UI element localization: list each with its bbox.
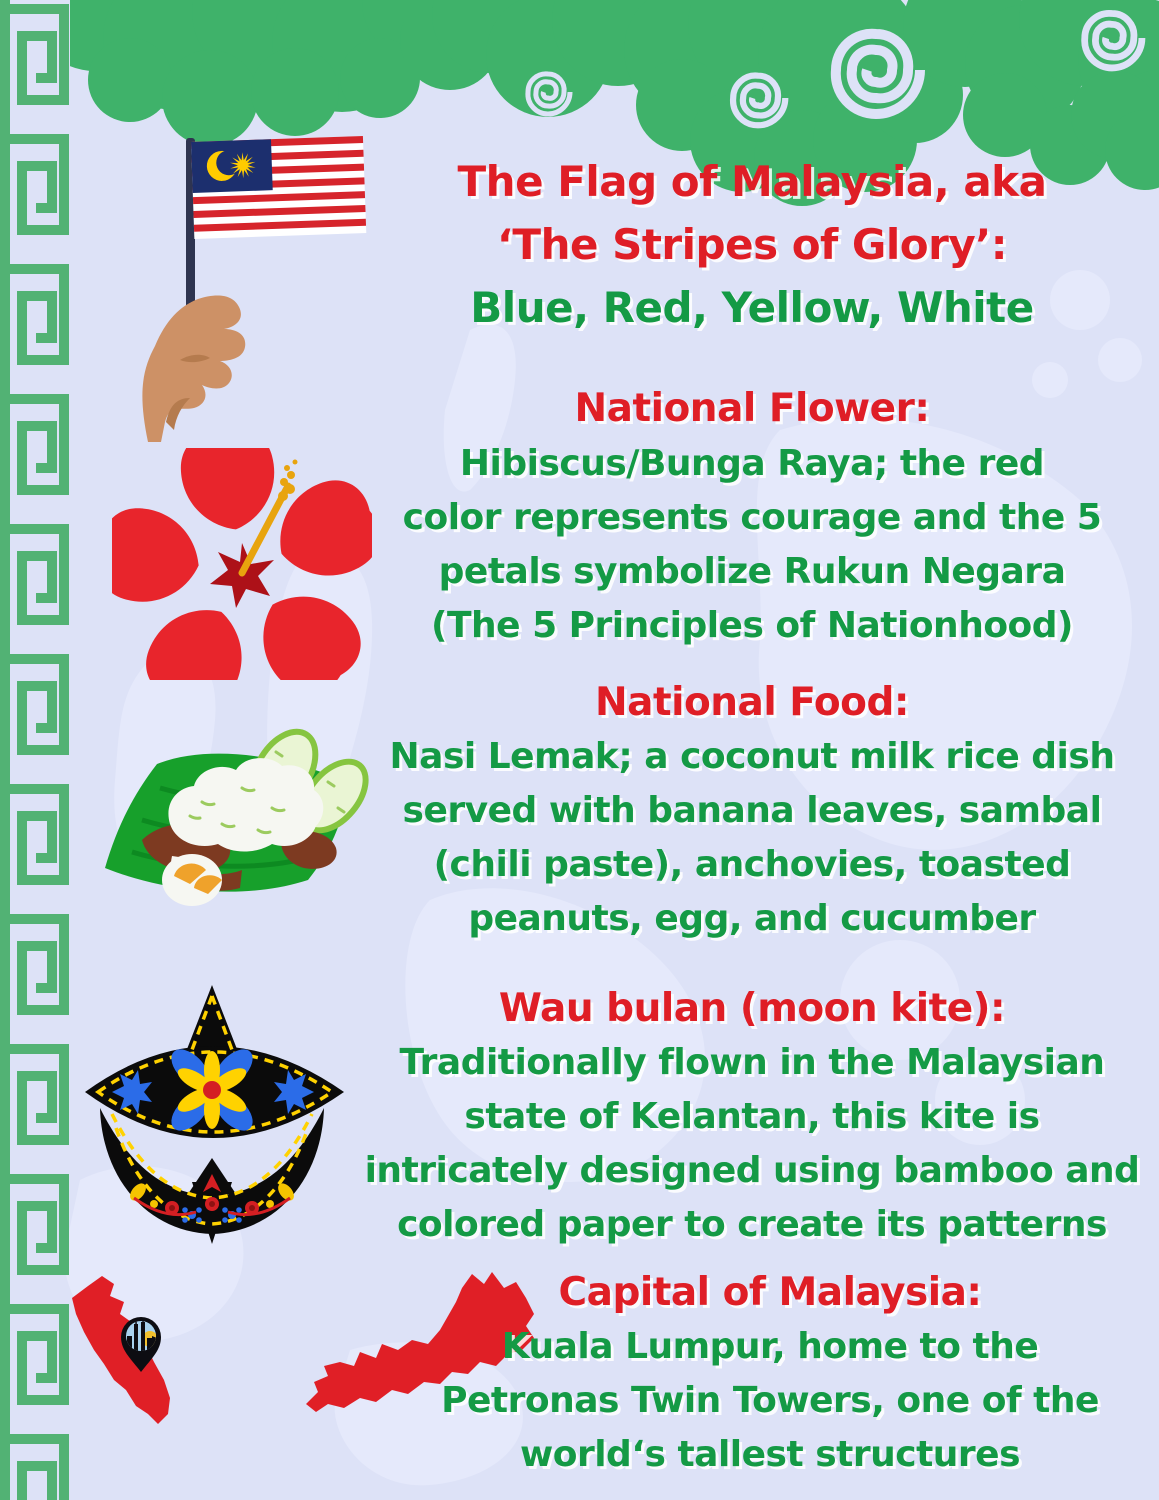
wau-bulan-kite-icon (72, 982, 364, 1250)
flower-line3: petals symbolize Rukun Negara (438, 551, 1066, 592)
flower-line2: color represents courage and the 5 (402, 497, 1102, 538)
kite-line4: colored paper to create its patterns (397, 1204, 1107, 1245)
flag-section-text (372, 150, 1132, 339)
kite-line2: state of Kelantan, this kite is (464, 1096, 1040, 1137)
capital-heading: Capital of Malaysia: (558, 1270, 982, 1315)
food-line2: served with banana leaves, sambal (402, 790, 1102, 831)
malaysia-flag (191, 136, 366, 239)
egg-slices (162, 854, 222, 906)
capital-line1: Kuala Lumpur, home to the (501, 1326, 1039, 1367)
national-flower-heading: National Flower: (574, 386, 930, 431)
hand (142, 295, 245, 442)
nasi-lemak-dish-icon (72, 712, 392, 947)
capital-line3: world‘s tallest structures (519, 1434, 1021, 1475)
kite-line1: Traditionally flown in the Malaysian (399, 1042, 1105, 1083)
national-food-heading: National Food: (595, 680, 909, 725)
kite-line3: intricately designed using bamboo and (364, 1150, 1140, 1191)
wau-bulan-body (362, 1036, 1142, 1252)
national-food-body (362, 730, 1142, 946)
food-line1: Nasi Lemak; a coconut milk rice dish (389, 736, 1115, 777)
food-line3: (chili paste), anchovies, toasted (433, 844, 1071, 885)
capital-line2: Petronas Twin Towers, one of the (441, 1380, 1099, 1421)
flag-title-line1: The Flag of Malaysia, aka (457, 157, 1047, 206)
national-flower-body (372, 437, 1132, 653)
flag-title-line2: ‘The Stripes of Glory’: (496, 220, 1008, 269)
flower-line4: (The 5 Principles of Nationhood) (430, 605, 1074, 646)
flower-line1: Hibiscus/Bunga Raya; the red (459, 443, 1045, 484)
food-line4: peanuts, egg, and cucumber (468, 898, 1036, 939)
hibiscus-flower-icon (112, 448, 372, 680)
flag-title-line3: Blue, Red, Yellow, White (470, 283, 1034, 332)
wau-bulan-heading: Wau bulan (moon kite): (498, 986, 1006, 1031)
capital-body (390, 1320, 1150, 1482)
